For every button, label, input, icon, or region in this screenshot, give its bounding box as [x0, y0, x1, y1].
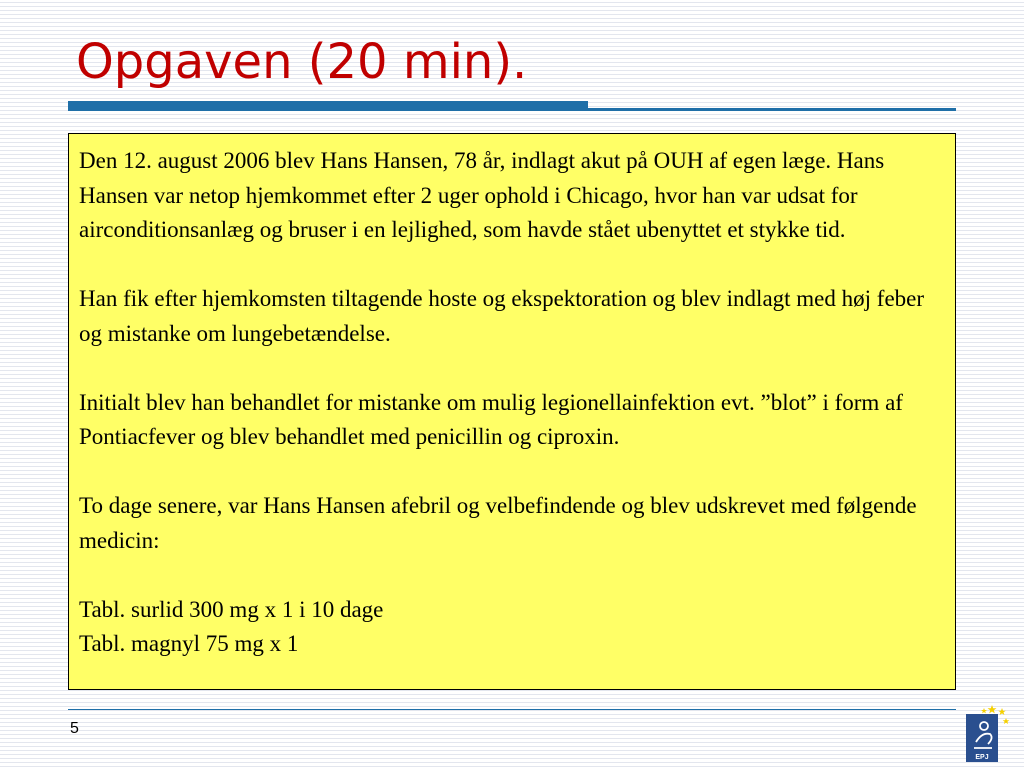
medication-line-2: Tabl. magnyl 75 mg x 1 [79, 631, 299, 656]
case-paragraph-2: Han fik efter hjemkomsten tiltagende hoste og ekspektoration og blev indlagt med høj feber og mistanke om lungebetændelse. [79, 286, 925, 346]
case-paragraph-3: Initialt blev han behandlet for mistanke om mulig legionellainfektion evt. ”blot” i form af Pontiacfever og blev behandlet med penicillin og ciproxin. [79, 389, 903, 449]
medication-line-1: Tabl. surlid 300 mg x 1 i 10 dage [79, 596, 384, 622]
medication-list [79, 593, 945, 662]
title-underline-rule [68, 108, 956, 111]
case-paragraph-1: Den 12. august 2006 blev Hans Hansen, 78 år, indlagt akut på OUH af egen læge. Hans Hansen var netop hjemkommet efter 2 uger ophold i Chicago, hvor han var udsat for airconditionsanlæg og bruser i en lejlighed, som havde stået ubenyttet et stykke tid. [79, 148, 885, 242]
logo-text: EPJ [975, 754, 989, 761]
page-number: 5 [70, 720, 79, 737]
epj-logo-icon [962, 702, 1010, 764]
slide-title: Opgaven (20 min). [76, 34, 528, 90]
footer-rule [68, 709, 956, 710]
case-paragraph-4: To dage senere, var Hans Hansen afebril og velbefindende og blev udskrevet med følgende medicin: [79, 493, 917, 553]
case-text-box [68, 133, 956, 690]
